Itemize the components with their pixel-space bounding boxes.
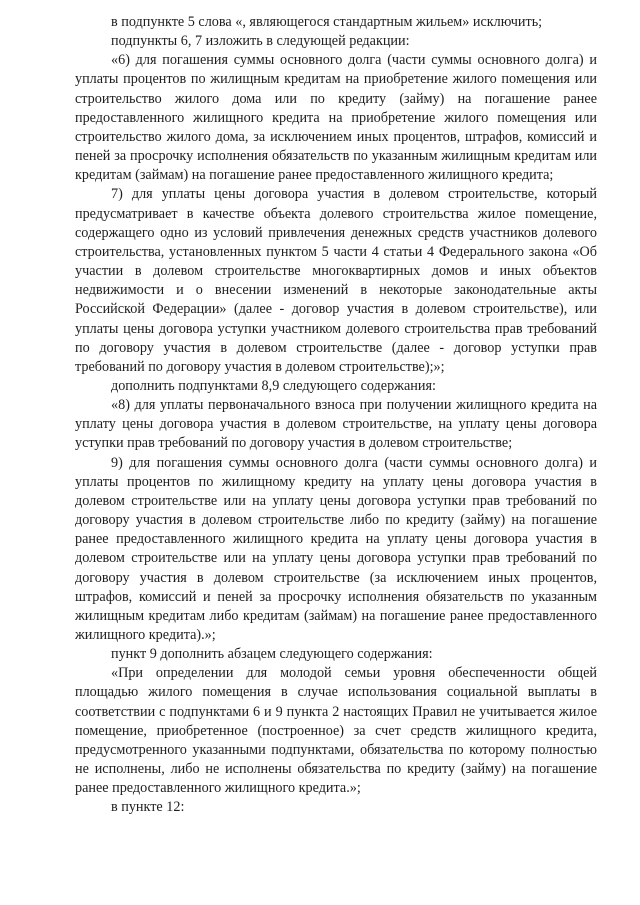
document-body <box>75 13 597 818</box>
paragraph-point-9-addition: «При определении для молодой семьи уровня обеспеченности общей площадью жилого помещения в случае использования социальной выплаты в соответствии с подпунктами 6 и 9 пункта 2 настоящих Правил не учитывается жилое помещение, приобретенное (построенное) за счет средств жилищного кредита, предусмотренного указанными подпунктами, обязательства по которому полностью не исполнены, либо не исполнены обязательства по кредиту (займу) на погашение ранее предоставленного жилищного кредита.»; <box>75 665 597 797</box>
paragraph-subpoint-8: «8) для уплаты первоначального взноса при получении жилищного кредита на уплату цены договора участия в долевом строительстве, на уплату цены договора уступки прав требований по договору участия в долевом строительстве; <box>75 397 597 452</box>
paragraph-subpoint-7: 7) для уплаты цены договора участия в долевом строительстве, который предусматривает в качестве объекта долевого строительства жилое помещение, содержащего одно из условий привлечения денежных средств участников долевого строительства, установленных пунктом 5 части 4 статьи 4 Федерального закона «Об участии в долевом строительстве многоквартирных домов и иных объектов недвижимости и о внесении изменений в некоторые законодательные акты Российской Федерации» (далее - договор участия в долевом строительстве), или уплаты цены договора уступки участником долевого строительства прав требований по договору участия в долевом строительстве (далее - договор уступки прав требований по договору участия в долевом строительстве);»; <box>75 186 597 375</box>
paragraph-subpoint-5-amendment: в подпункте 5 слова «, являющегося стандартным жильем» исключить; <box>111 14 543 30</box>
paragraph-subpoint-6: «6) для погашения суммы основного долга (части суммы основного долга) и уплаты процентов по жилищным кредитам на приобретение жилого помещения или строительство жилого дома или по кредиту (займу) на погашение ранее предоставленного жилищного кредита на приобретение жилого помещения или строительство жилого дома, за исключением иных процентов, штрафов, комиссий и пеней за просрочку исполнения обязательств по указанным жилищным кредитам или кредитам (займам) на погашение ранее предоставленного жилищного кредита; <box>75 52 597 184</box>
paragraph-point-12-intro: в пункте 12: <box>111 799 185 816</box>
paragraph-point-9-intro: пункт 9 дополнить абзацем следующего содержания: <box>111 646 433 663</box>
paragraph-subpoints-6-7-intro: подпункты 6, 7 изложить в следующей редакции: <box>111 33 410 50</box>
paragraph-subpoint-9: 9) для погашения суммы основного долга (части суммы основного долга) и уплаты процентов по жилищному кредиту на уплату цены договора участия в долевом строительстве или на уплату цены договора уступки прав требований по договору участия в долевом строительстве либо по кредиту (займу) на погашение ранее предоставленного жилищного кредита на уплату цены договора участия в долевом строительстве или на уплату цены договора уступки прав требований по договору участия в долевом строительстве (за исключением иных процентов, штрафов, комиссий и пеней за просрочку исполнения обязательств по указанным жилищным кредитам либо кредитам (займам) на погашение ранее предоставленного жилищного кредита).»; <box>75 454 597 643</box>
paragraph-subpoints-8-9-intro: дополнить подпунктами 8,9 следующего содержания: <box>111 377 436 394</box>
